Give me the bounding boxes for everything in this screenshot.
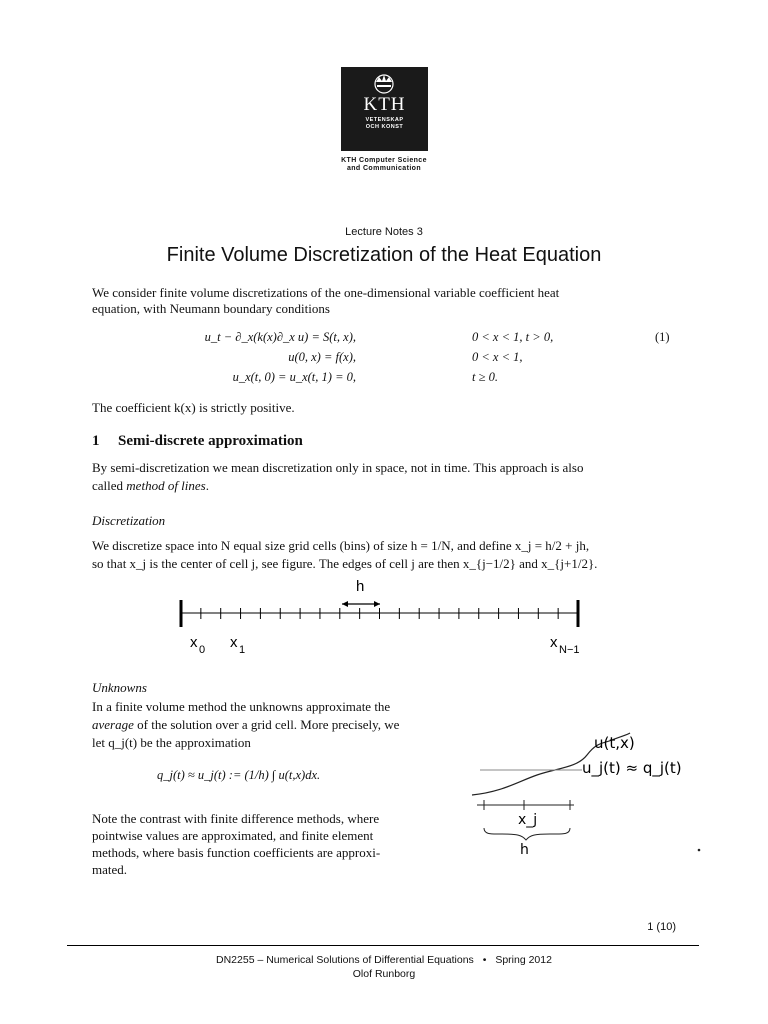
unknowns-heading: Unknowns [92,680,147,695]
disc-line-1: We discretize space into N equal size grid cells (bins) of size h = 1/N, and define x_j = h/2 + jh, [92,538,590,553]
xN-sub: N−1 [559,644,580,656]
xN-label: x [550,634,558,651]
footer-author: Olof Runborg [352,968,416,980]
contrast-line-2: pointwise values are approximated, and finite element [92,828,374,843]
equation-3-condition: t ≥ 0. [472,370,498,384]
sec1-line-2: called method of lines. [92,478,209,493]
x1-sub: 1 [239,644,246,656]
section-title: Semi-discrete approximation [118,433,303,449]
equation-2-condition: 0 < x < 1, [472,350,523,364]
footer [0,953,768,981]
organization-name: KTH Computer Science and Communication [341,157,427,172]
arrow-right-icon [374,601,380,607]
section-number: 1 [92,433,100,449]
footer-course-line: DN2255 – Numerical Solutions of Differential Equations • Spring 2012 [216,954,552,966]
x1-label: x [230,634,238,651]
sec1-line-1: By semi-discretization we mean discretization only in space, not in time. This approach is also [92,460,584,475]
discretization-heading: Discretization [92,513,166,528]
equation-3: u_x(t, 0) = u_x(t, 1) = 0, [232,370,356,384]
grid-h-label: h [356,578,365,595]
avg-label: u_j(t) ≈ q_j(t) [582,759,682,777]
average-equation: q_j(t) ≈ u_j(t) := (1/h) ∫ u(t,x)dx. [157,768,321,782]
page-title: Finite Volume Discretization of the Heat Equation [166,244,602,266]
crown-icon [369,73,399,95]
lecture-label: Lecture Notes 3 [345,226,423,238]
xj-label: x_j [518,812,538,828]
equation-2: u(0, x) = f(x), [288,350,356,364]
brace-icon [484,828,570,840]
contrast-line-1: Note the contrast with finite difference methods, where [92,811,380,826]
equation-1-condition: 0 < x < 1, t > 0, [472,330,554,344]
coefficient-text: The coefficient k(x) is strictly positive. [92,400,295,415]
equation-1: u_t − ∂_x(k(x)∂_x u) = S(t, x), [204,330,356,344]
unk-line-2: average of the solution over a grid cell. More precisely, we [92,717,400,732]
average-sketch [462,720,712,860]
logo-text: KTH [363,94,406,115]
x0-sub: 0 [199,644,206,656]
unk-line-1: In a finite volume method the unknowns approximate the [92,699,391,714]
kth-logo [341,67,428,151]
grid-figure [170,575,590,660]
sketch-h-label: h [520,842,529,858]
u-label: u(t,x) [594,734,635,752]
dot-mark [698,849,701,852]
disc-line-2: so that x_j is the center of cell j, see figure. The edges of cell j are then x_{j−1/2} and x_{j+1/2}. [92,556,598,571]
logo-motto: VETENSKAP OCH KONST [365,117,404,130]
intro-line-2: equation, with Neumann boundary conditions [92,301,330,316]
unk-line-3: let q_j(t) be the approximation [92,735,251,750]
x0-label: x [190,634,198,651]
intro-line-1: We consider finite volume discretizations of the one-dimensional variable coefficient heat [92,285,560,300]
contrast-line-4: mated. [92,862,128,877]
page-number: 1 (10) [647,921,676,933]
footer-rule [67,945,699,946]
contrast-line-3: methods, where basis function coefficients are approxi- [92,845,381,860]
equation-number: (1) [655,330,670,344]
arrow-left-icon [342,601,348,607]
